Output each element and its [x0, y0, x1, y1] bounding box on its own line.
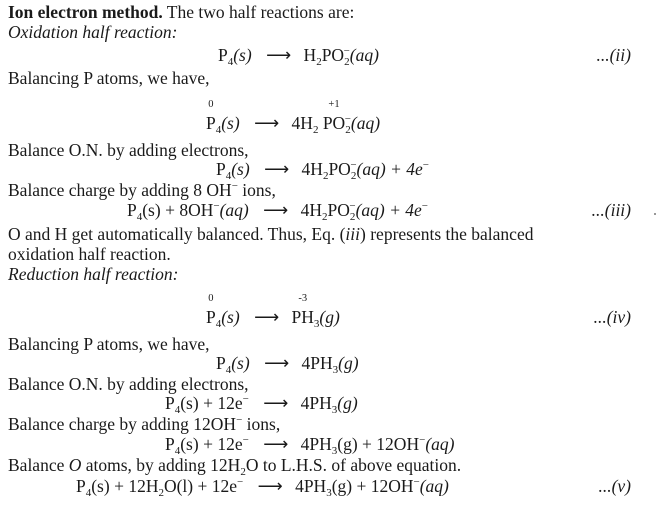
eq-term: (s) + 12e: [180, 434, 243, 454]
reduction-label: Reduction half reaction:: [8, 264, 179, 284]
eq-term: P: [218, 45, 228, 65]
eq-sup: −: [213, 200, 220, 212]
eq-term: (g) + 12OH: [331, 476, 414, 496]
eq-term: 4PH: [300, 393, 332, 413]
eq-sup: −: [349, 200, 356, 212]
equation-tag-iii: ...(iii): [591, 200, 631, 220]
oxidation-number: 0: [208, 293, 214, 304]
eq-state: (aq) + 4e: [355, 200, 422, 220]
eq-term: PH: [291, 307, 314, 327]
eq-sub: 2: [158, 487, 164, 499]
eq-term: 4H: [300, 200, 322, 220]
eq-term: (s) + 12H: [91, 476, 159, 496]
eq-term: 4PH: [295, 476, 327, 496]
eq-term: 4H: [301, 159, 323, 179]
eq-sup: −: [231, 180, 238, 192]
eq-sup: −: [242, 434, 249, 446]
eq-term: 4PH: [301, 353, 333, 373]
eq-sup: −: [237, 476, 244, 488]
balance-o-text: [8, 455, 462, 478]
text: Balance charge by adding 8 OH: [8, 180, 232, 200]
equation-oxidation-numbers-1: [206, 99, 381, 136]
method-heading-text: The two half reactions are:: [162, 2, 355, 22]
eq-sub: 4: [215, 124, 222, 136]
eq-term: P: [76, 476, 86, 496]
eq-state: (s): [231, 353, 250, 373]
reaction-arrow-icon: ⟶: [264, 353, 288, 373]
eq-sub: 4: [225, 364, 232, 376]
eq-term: (s) + 12e: [180, 393, 243, 413]
stray-dot: [654, 213, 656, 215]
eq-sub: 3: [313, 318, 320, 330]
balance-on-text-2: Balance O.N. by adding electrons,: [8, 374, 249, 394]
balance-charge-text-1: [8, 180, 276, 200]
text: O and H get automatically balanced. Thus, Eq. (: [8, 224, 346, 244]
eq-term: 4H: [291, 113, 313, 133]
eq-sup: −: [422, 159, 429, 171]
eq-sub: 4: [174, 445, 181, 457]
eq-term: P: [127, 200, 137, 220]
auto-balanced-text: [8, 224, 533, 244]
eq-sub: 2: [322, 170, 329, 182]
eq-sup: −: [419, 434, 426, 446]
eq-sub: 4: [215, 318, 222, 330]
eq-term: PO: [327, 200, 350, 220]
eq-sub: 2: [350, 170, 357, 182]
eq-sup: −: [421, 200, 429, 212]
equation-iv: [206, 293, 340, 330]
text: O to L.H.S. of above equation.: [245, 455, 462, 475]
eq-sub: 2: [345, 124, 351, 136]
reaction-arrow-icon: ⟶: [254, 307, 278, 327]
eq-sub: 2: [316, 56, 322, 68]
balance-on-text-1: Balance O.N. by adding electrons,: [8, 140, 249, 160]
eq-term: P: [216, 353, 226, 373]
equation-tag-iv: ...(iv): [593, 307, 631, 327]
oxidation-number: 0: [208, 99, 214, 110]
eq-term: P: [206, 113, 216, 133]
reaction-arrow-icon: ⟶: [257, 476, 281, 496]
eq-state: (g): [337, 393, 358, 413]
equation-electrons-2: [165, 392, 358, 414]
eq-state: (g): [319, 307, 340, 327]
reaction-arrow-icon: ⟶: [263, 434, 287, 454]
balancing-p-text-1: Balancing P atoms, we have,: [8, 68, 210, 88]
reaction-arrow-icon: ⟶: [263, 200, 287, 220]
equation-v: [76, 475, 449, 497]
method-heading: [8, 2, 354, 22]
reaction-arrow-icon: ⟶: [263, 393, 287, 413]
text: Balance charge by adding 12OH: [8, 414, 237, 434]
eq-sub: 2: [344, 56, 350, 68]
eq-term: 4PH: [300, 434, 332, 454]
eq-state: (s): [231, 159, 250, 179]
eq-term: H: [303, 45, 317, 65]
reaction-arrow-icon: ⟶: [266, 45, 290, 65]
equation-electrons-1: [216, 158, 429, 180]
balance-charge-text-2: [8, 414, 280, 434]
eq-term: P: [165, 434, 175, 454]
eq-sup: −: [242, 393, 249, 405]
eq-state: (g): [338, 353, 359, 373]
eq-sub: 4: [174, 404, 181, 416]
eq-state: (s): [233, 45, 252, 65]
eq-sub: 4: [227, 56, 234, 68]
eq-sub: 2: [240, 466, 246, 478]
eq-term: O(l) + 12e: [163, 476, 238, 496]
eq-sub: 3: [332, 364, 339, 376]
eq-sub: 3: [331, 445, 338, 457]
eq-term: PO: [328, 159, 351, 179]
equation-tag-ii: ...(ii): [596, 45, 631, 65]
eq-sub: 4: [225, 170, 232, 182]
eq-state: (aq): [425, 434, 455, 454]
eq-state: (s): [221, 113, 240, 133]
text: Balance: [8, 455, 69, 475]
eq-sup: −: [350, 159, 357, 171]
text: atoms, by adding 12H: [81, 455, 241, 475]
eq-state: (aq): [349, 45, 379, 65]
eq-sub: 2: [349, 211, 356, 223]
eq-state: (aq): [350, 113, 381, 133]
text: O: [68, 455, 82, 475]
eq-sub: 4: [85, 487, 92, 499]
equation-charge-balanced: [165, 433, 454, 455]
eq-sub: 3: [331, 404, 338, 416]
eq-sup: −: [344, 113, 351, 125]
eq-state: (aq) + 4e: [356, 159, 423, 179]
reaction-arrow-icon: ⟶: [254, 113, 278, 133]
eq-sup: −: [413, 476, 420, 488]
eq-sup: −: [236, 414, 243, 426]
eq-sub: 2: [312, 124, 319, 136]
auto-balanced-text-cont: oxidation half reaction.: [8, 244, 171, 264]
oxidation-number: -3: [298, 293, 308, 304]
eq-state: (s): [221, 307, 240, 327]
reaction-arrow-icon: ⟶: [264, 159, 288, 179]
eq-term: P: [206, 307, 216, 327]
text: ions,: [237, 180, 276, 200]
method-heading-bold: Ion electron method.: [8, 2, 163, 22]
equation-ii: [218, 44, 379, 66]
eq-sub: 2: [321, 211, 328, 223]
eq-term: PO: [322, 113, 346, 133]
eq-term: P: [216, 159, 226, 179]
oxidation-label: Oxidation half reaction:: [8, 22, 178, 42]
text: ) represents the balanced: [360, 224, 534, 244]
eq-sup: −: [343, 45, 350, 57]
eq-state: (aq): [419, 476, 449, 496]
eq-sub: 3: [326, 487, 332, 499]
equation-tag-v: ...(v): [598, 476, 631, 496]
eq-state: (aq): [219, 200, 249, 220]
equation-ref: iii: [345, 224, 361, 244]
eq-term: (s) + 8OH: [142, 200, 214, 220]
eq-term: (g) + 12OH: [337, 434, 420, 454]
eq-term: P: [165, 393, 175, 413]
equation-p-balanced: [216, 352, 359, 374]
equation-iii: [127, 199, 428, 221]
text: ions,: [242, 414, 281, 434]
oxidation-number: +1: [328, 99, 340, 110]
eq-sub: 4: [136, 211, 143, 223]
eq-term: PO: [321, 45, 345, 65]
balancing-p-text-2: Balancing P atoms, we have,: [8, 334, 210, 354]
